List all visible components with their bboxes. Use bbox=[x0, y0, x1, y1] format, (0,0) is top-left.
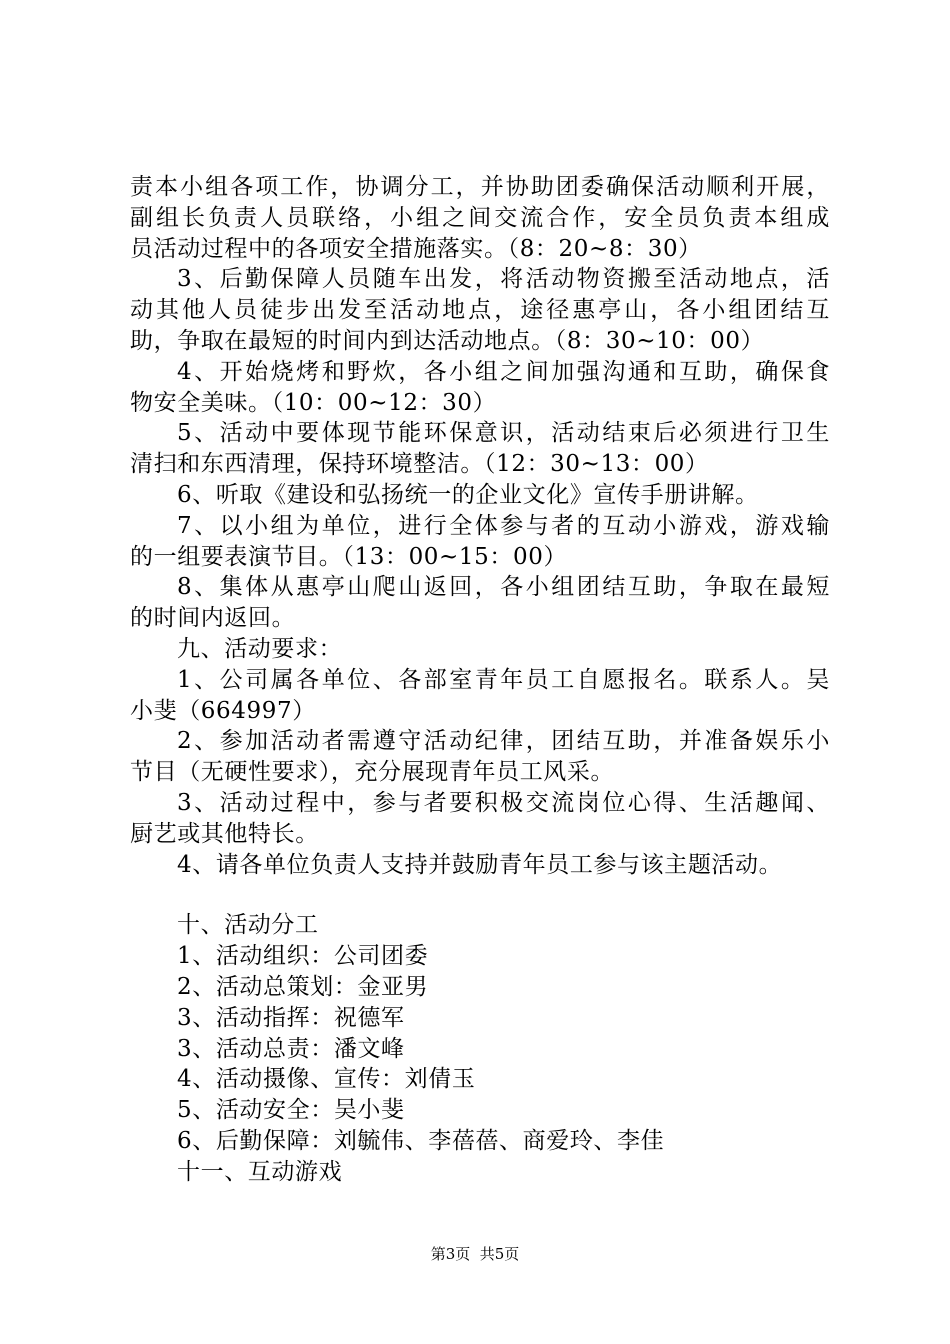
text-line: 物安全美味。（10：00~12：30） bbox=[130, 389, 497, 416]
section-heading: 九、活动要求： bbox=[177, 635, 343, 662]
text-line: 节目（无硬性要求），充分展现青年员工风采。 bbox=[130, 759, 615, 786]
text-line: 8、集体从惠亭山爬山返回，各小组团结互助，争取在最短 bbox=[177, 574, 830, 601]
page-footer: 第3页 共5页 bbox=[430, 1245, 520, 1263]
text-line: 7、以小组为单位，进行全体参与者的互动小游戏，游戏输 bbox=[177, 512, 830, 539]
text-line: 4、活动摄像、宣传：刘倩玉 bbox=[177, 1066, 476, 1093]
text-line: 6、听取《建设和弘扬统一的企业文化》宣传手册讲解。 bbox=[177, 481, 759, 508]
text-line: 2、参加活动者需遵守活动纪律，团结互助，并准备娱乐小 bbox=[177, 728, 830, 755]
text-line: 1、公司属各单位、各部室青年员工自愿报名。联系人。吴 bbox=[177, 666, 830, 693]
text-line: 助，争取在最短的时间内到达活动地点。（8：30~10：00） bbox=[130, 327, 765, 354]
text-line: 2、活动总策划：金亚男 bbox=[177, 973, 429, 1000]
text-line: 的时间内返回。 bbox=[130, 605, 296, 632]
text-line: 3、活动过程中，参与者要积极交流岗位心得、生活趣闻、 bbox=[177, 789, 830, 816]
text-line: 3、后勤保障人员随车出发，将活动物资搬至活动地点，活 bbox=[177, 266, 830, 293]
section-heading: 十、活动分工 bbox=[177, 912, 319, 939]
text-line: 6、后勤保障：刘毓伟、李蓓蓓、商爱玲、李佳 bbox=[177, 1127, 665, 1154]
text-line: 4、开始烧烤和野炊，各小组之间加强沟通和互助，确保食 bbox=[177, 358, 830, 385]
document-body bbox=[130, 172, 830, 1188]
text-line: 员活动过程中的各项安全措施落实。（8：20~8：30） bbox=[130, 235, 702, 262]
text-line: 3、活动总责：潘文峰 bbox=[177, 1035, 405, 1062]
text-line: 的一组要表演节目。（13：00~15：00） bbox=[130, 543, 568, 570]
text-line: 动其他人员徒步出发至活动地点，途径惠亭山，各小组团结互 bbox=[130, 297, 830, 324]
text-line: 清扫和东西清理，保持环境整洁。（12：30~13：00） bbox=[130, 451, 709, 478]
section-heading: 十一、互动游戏 bbox=[177, 1158, 343, 1185]
text-line: 厨艺或其他特长。 bbox=[130, 820, 319, 847]
text-line: 5、活动安全：吴小斐 bbox=[177, 1097, 405, 1124]
text-line: 4、请各单位负责人支持并鼓励青年员工参与该主题活动。 bbox=[177, 851, 783, 878]
paragraph-gap bbox=[130, 880, 830, 910]
text-line: 责本小组各项工作，协调分工，并协助团委确保活动顺利开展， bbox=[130, 174, 830, 200]
text-line: 5、活动中要体现节能环保意识，活动结束后必须进行卫生 bbox=[177, 420, 830, 447]
text-line: 1、活动组织：公司团委 bbox=[177, 943, 429, 970]
text-line: 副组长负责人员联络，小组之间交流合作，安全员负责本组成 bbox=[130, 204, 830, 231]
text-line: 3、活动指挥：祝德军 bbox=[177, 1004, 405, 1031]
text-line: 小斐（664997） bbox=[130, 697, 316, 724]
